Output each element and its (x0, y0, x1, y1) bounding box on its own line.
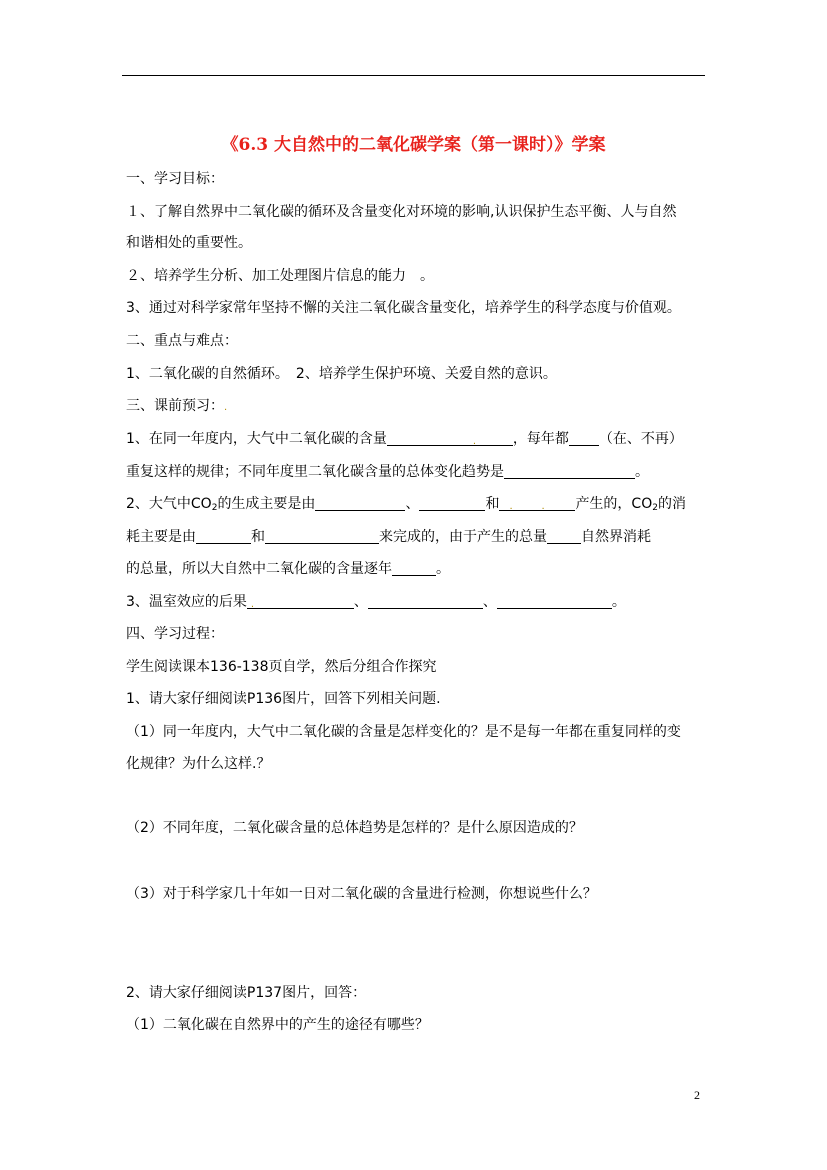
blank-input[interactable] (315, 496, 405, 511)
q2-text-d: 和 (485, 496, 500, 512)
q2-text-h: 和 (251, 529, 265, 545)
blank-input[interactable] (497, 594, 612, 609)
preview-q1-line1 (126, 429, 683, 449)
q2-text-e: 产生的，CO (575, 496, 653, 512)
preview-q3 (126, 592, 626, 612)
section3-heading-text: 三、课前预习： (126, 398, 224, 414)
section2-heading: 二、重点与难点： (126, 333, 238, 349)
process-q1-3: （3）对于科学家几十年如一日对二氧化碳的含量进行检测，你想说些什么？ (126, 886, 597, 902)
q1-text-a: 1、在同一年度内，大气中二氧化碳的含量 (126, 431, 387, 447)
goal2: ２、培养学生分析、加工处理图片信息的能力 。 (126, 268, 434, 284)
section3-heading: 三、课前预习：. (126, 398, 228, 414)
process-q1-2: （2）不同年度，二氧化碳含量的总体趋势是怎样的？是什么原因造成的？ (126, 820, 583, 836)
section4-intro: 学生阅读课本136-138页自学，然后分组合作探究 (126, 659, 437, 675)
q2-subscript: 2 (211, 503, 218, 513)
blank-input[interactable] (547, 529, 581, 544)
process-q1-1-line2: 化规律？为什么这样.？ (126, 756, 271, 772)
blank-input[interactable]: . (247, 594, 354, 609)
blank-input[interactable] (392, 561, 436, 576)
q2-text-j: 自然界消耗 (581, 529, 651, 545)
goal1-line1: １、了解自然界中二氧化碳的循环及含量变化对环境的影响,认识保护生态平衡、人与自然 (126, 204, 677, 220)
preview-q2-line3 (126, 559, 450, 579)
goal3: 3、通过对科学家常年坚持不懈的关注二氧化碳含量变化，培养学生的科学态度与价值观。 (126, 300, 681, 316)
section4-heading: 四、学习过程： (126, 626, 224, 642)
q2-text-l: 。 (436, 561, 450, 577)
blank-input[interactable] (368, 594, 483, 609)
q3-text-d: 。 (611, 594, 626, 610)
process-q2-1: （1）二氧化碳在自然界中的产生的途径有哪些？ (126, 1017, 429, 1033)
preview-q2-line2 (126, 527, 651, 547)
q1-text-d: 重复这样的规律；不同年度里二氧化碳含量的总体变化趋势是 (126, 464, 504, 480)
q2-subscript-2: 2 (652, 503, 658, 513)
q2-text-b: 的生成主要是由 (217, 496, 316, 512)
q3-text-a: 3、温室效应的后果 (126, 594, 247, 610)
q2-text-c: 、 (405, 496, 420, 512)
header-rule (122, 75, 705, 76)
process-q1-1-line1: （1）同一年度内，大气中二氧化碳的含量是怎样变化的？是不是每一年都在重复同样的变 (126, 724, 681, 740)
q2-text-f: 的消 (657, 496, 686, 512)
blank-input[interactable] (569, 431, 599, 446)
document-title: 《6.3 大自然中的二氧化碳学案（第一课时）》学案 (221, 135, 606, 155)
q3-text-b: 、 (353, 594, 368, 610)
q1-text-b: ，每年都 (512, 431, 569, 447)
q1-text-c: （在、不再） (598, 431, 683, 447)
blank-input[interactable] (265, 529, 379, 544)
process-q1: 1、请大家仔细阅读P136图片，回答下列相关问题. (126, 691, 441, 707)
preview-q1-line2 (126, 462, 649, 482)
blank-input[interactable]: . (387, 431, 513, 446)
section2-content: 1、二氧化碳的自然循环。 2、培养学生保护环境、关爱自然的意识。 (126, 366, 557, 382)
q2-text-g: 耗主要是由 (126, 529, 196, 545)
page-number: 2 (694, 1088, 700, 1102)
blank-input[interactable] (196, 529, 251, 544)
blank-input[interactable] (504, 464, 635, 479)
q2-text-a: 2、大气中CO (126, 496, 212, 512)
blank-input[interactable]: . . (499, 496, 575, 511)
q1-text-e: 。 (635, 464, 649, 480)
q2-text-k: 的总量，所以大自然中二氧化碳的含量逐年 (126, 561, 392, 577)
preview-q2-line1 (126, 494, 686, 518)
section1-heading: 一、学习目标： (126, 171, 224, 187)
blank-input[interactable] (419, 496, 485, 511)
q3-text-c: 、 (482, 594, 497, 610)
q2-text-i: 来完成的，由于产生的总量 (379, 529, 547, 545)
goal1-line2: 和谐相处的重要性。 (126, 235, 252, 251)
process-q2: 2、请大家仔细阅读P137图片，回答： (126, 985, 367, 1001)
